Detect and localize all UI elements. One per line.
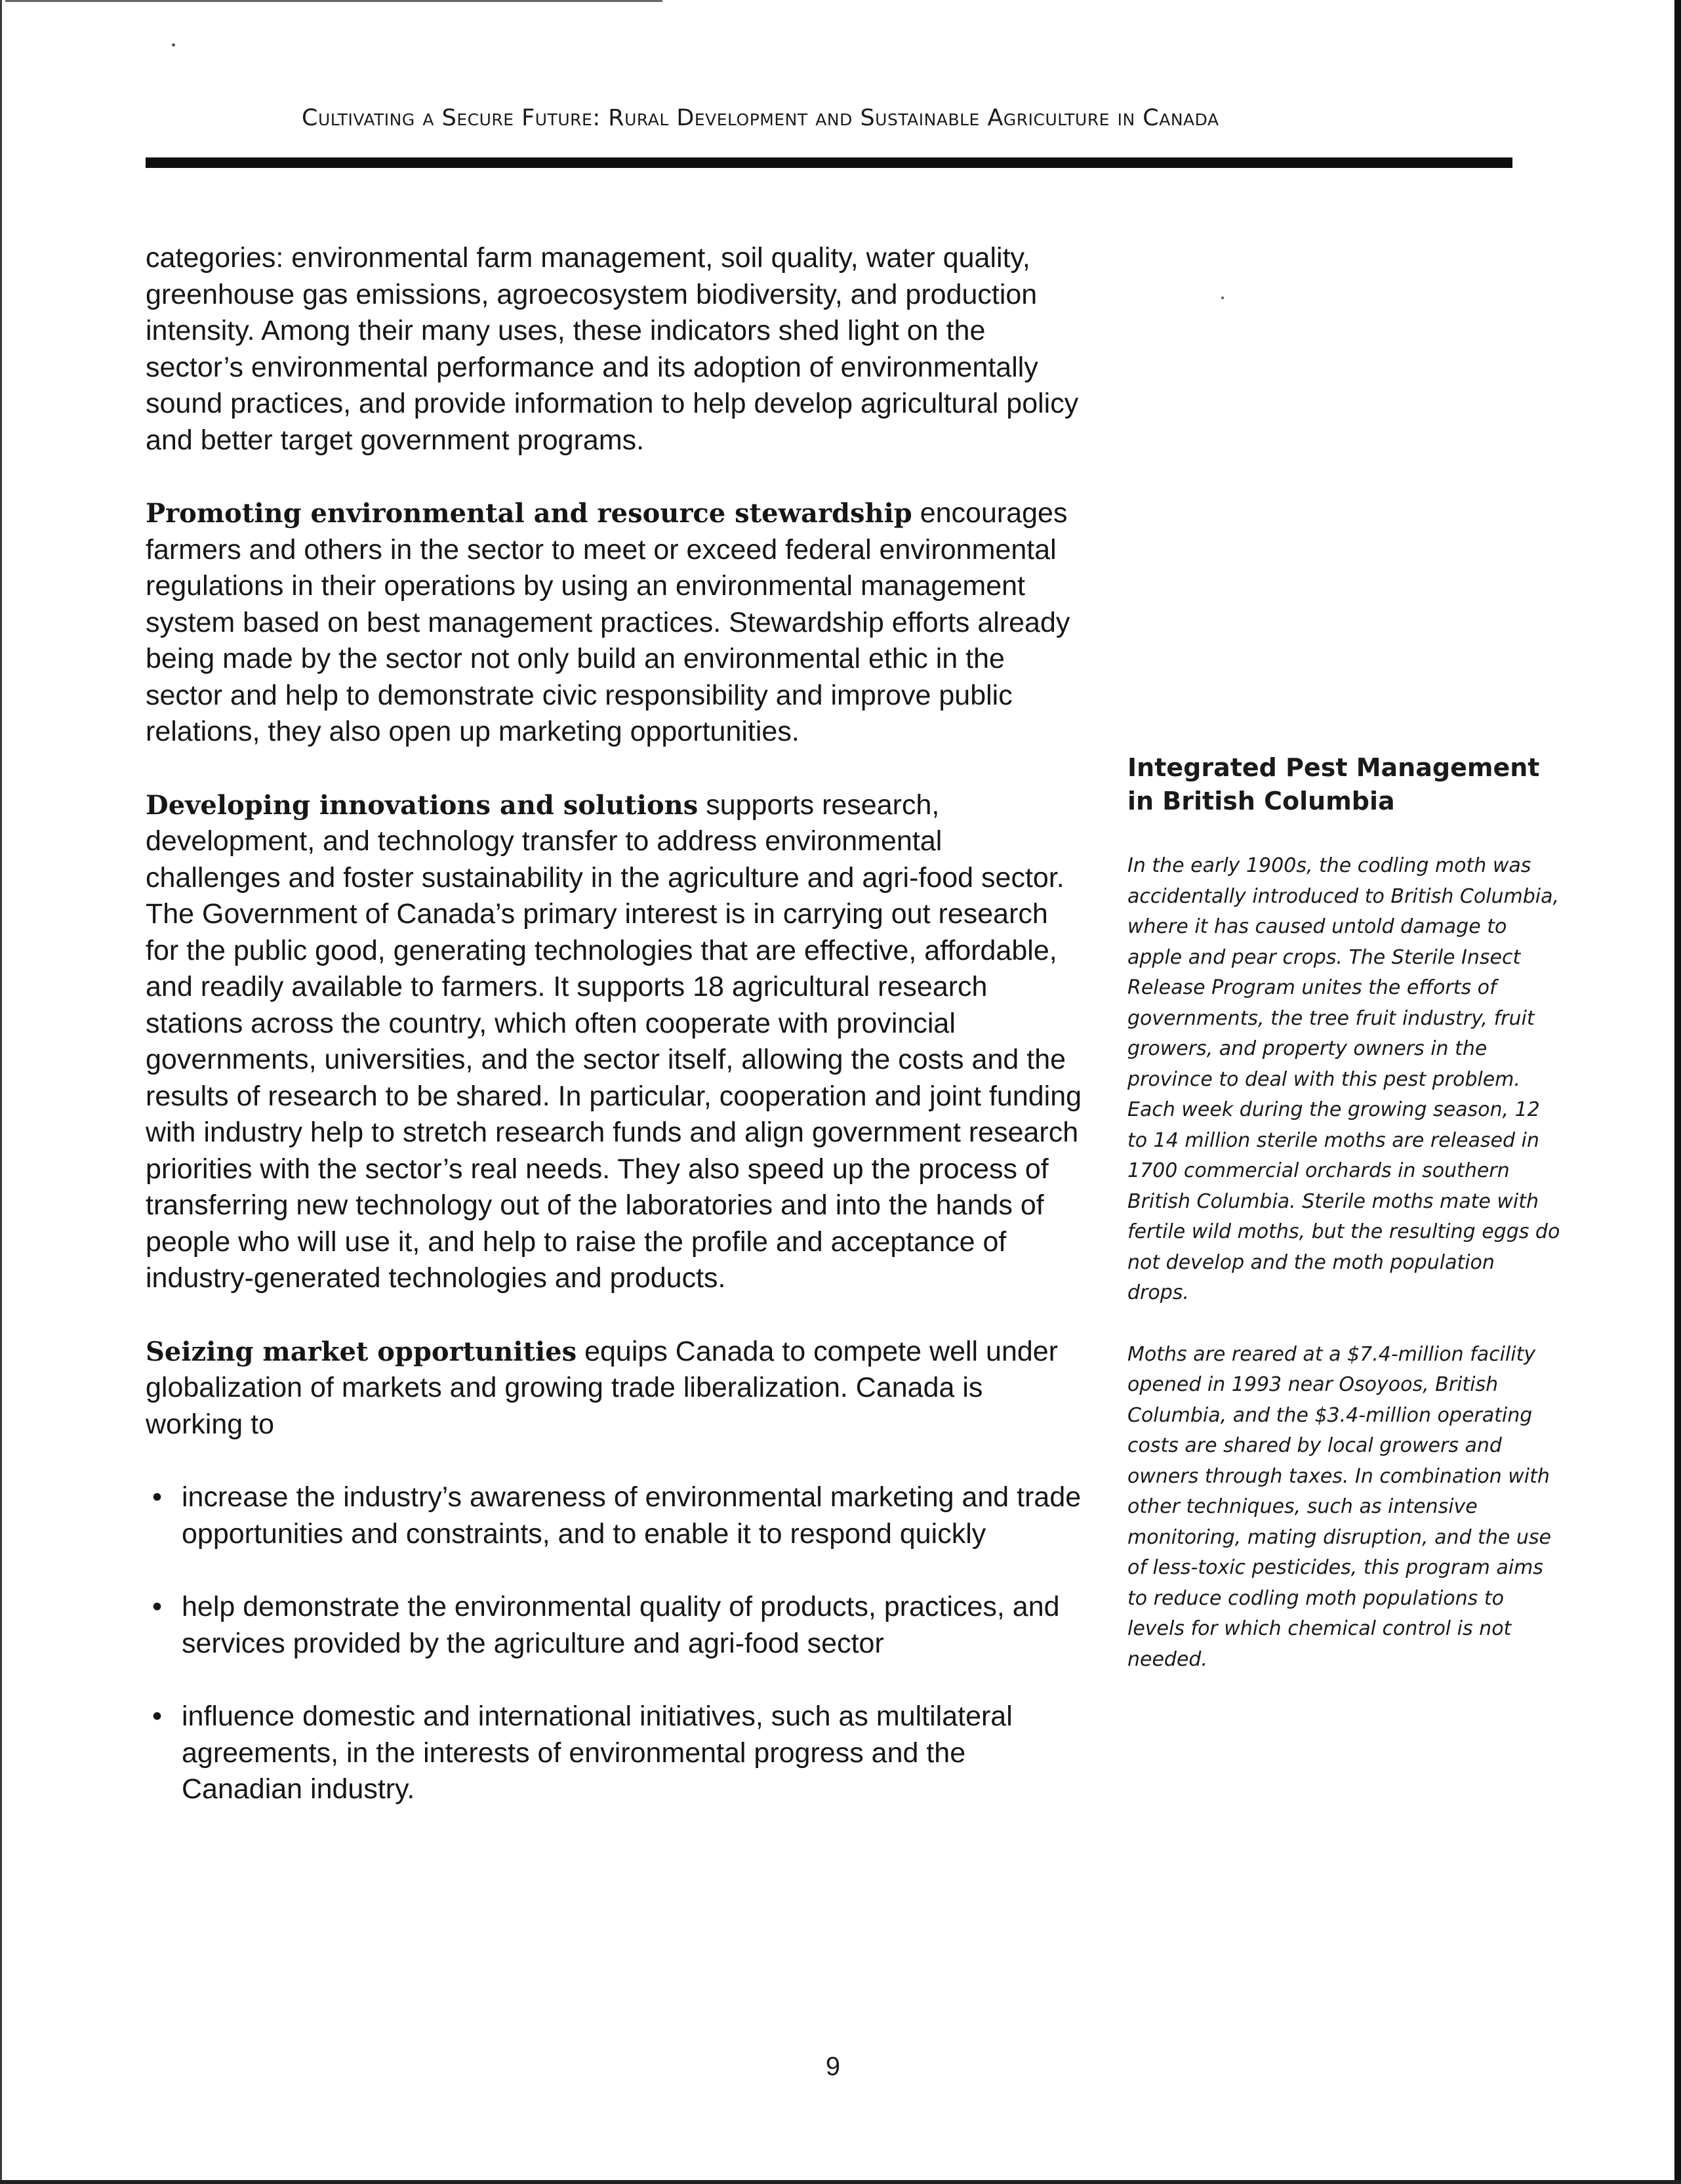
header-rule	[146, 157, 1512, 168]
scan-edge-bottom	[0, 2180, 1681, 2184]
scan-speck	[1221, 297, 1224, 299]
list-item	[146, 1479, 1084, 1552]
list-item-text: influence domestic and international initiatives, such as multilateral agreements, in the interests of environmental progress and the Canadian industry.	[182, 1700, 1013, 1805]
intro-paragraph: categories: environmental farm management, soil quality, water quality, greenhouse gas emissions, agroecosystem biodiversity, and production intensity. Among their many uses, these indicators shed light on the sector’s environmental performance and its adoption of environmentally sound practices, and provide information to help develop agricultural policy and better target government programs.	[146, 242, 1079, 456]
running-header: Cultivating a Secure Future: Rural Development and Sustainable Agriculture in Canada	[302, 105, 1219, 131]
sidebar-paragraph: Moths are reared at a $7.4-million facility opened in 1993 near Osoyoos, British Columbia, and the $3.4-million operating costs are shared by local growers and owners through taxes. In combination with other techniques, such as intensive monitoring, mating disruption, and the use of less-toxic pesticides, this program aims to reduce codling moth populations to levels for which chemical control is not needed.	[1127, 1342, 1551, 1671]
section-lead: Seizing market opportunities	[146, 1336, 577, 1367]
list-item	[146, 1589, 1084, 1662]
section-lead: Promoting environmental and resource stewardship	[146, 498, 912, 529]
section-text: encourages farmers and others in the sector to meet or exceed federal environmental regulations in their operations by using an environmental management system based on best management practices. Stewardship efforts already being made by the sector not only build an environmental ethic in the sector and help to demonstrate civic responsibility and improve public relations, they also open up marketing opportunities.	[146, 497, 1070, 747]
section-market	[146, 1334, 1084, 1443]
scan-speck	[172, 43, 175, 47]
main-column	[146, 240, 1084, 1845]
bullet-icon: •	[152, 1700, 163, 1732]
list-item-text: increase the industry’s awareness of environmental marketing and trade opportunities and constraints, and to enable it to respond quickly	[182, 1481, 1082, 1550]
list-item-text: help demonstrate the environmental quality of products, practices, and services provided by the agriculture and agri-food sector	[182, 1591, 1060, 1659]
bullet-icon: •	[152, 1481, 163, 1513]
sidebar-paragraph: In the early 1900s, the codling moth was accidentally introduced to British Columbia, where it has caused untold damage to apple and pear crops. The Sterile Insect Release Program unites the efforts of governments, the tree fruit industry, fruit growers, and property owners in the province to deal with this pest problem. Each week during the growing season, 12 to 14 million sterile moths are released in 1700 commercial orchards in southern British Columbia. Sterile moths mate with fertile wild moths, but the resulting eggs do not develop and the moth population drops.	[1127, 854, 1560, 1304]
section-text: equips Canada to compete well under globalization of markets and growing trade liberalization. Canada is working to	[146, 1335, 1059, 1440]
bullet-list	[146, 1479, 1084, 1808]
sidebar-title: Integrated Pest Management in British Columbia	[1127, 753, 1540, 815]
scan-edge-right	[1674, 0, 1681, 2184]
section-stewardship	[146, 495, 1084, 751]
section-text: supports research, development, and technology transfer to address environmental challenges and foster sustainability in the agriculture and agri-food sector. The Government of Canada’s primary interest is in carrying out research for the public good, generating technologies that are effective, affordable, and readily available to farmers. It supports 18 agricultural research stations across the country, which often cooperate with provincial governments, universities, and the sector itself, allowing the costs and the results of research to be shared. In particular, cooperation and joint funding with industry help to stretch research funds and align government research priorities with the sector’s real needs. They also speed up the process of transferring new technology out of the laboratories and into the hands of people who will use it, and help to raise the profile and acceptance of industry-generated technologies and products.	[146, 789, 1082, 1294]
page-number: 9	[825, 2052, 841, 2081]
scan-edge-left	[0, 0, 5, 2184]
bullet-icon: •	[152, 1591, 163, 1622]
list-item	[146, 1699, 1084, 1808]
section-innovations	[146, 787, 1084, 1297]
sidebar-box	[1127, 751, 1560, 1706]
section-lead: Developing innovations and solutions	[146, 789, 699, 821]
scan-edge-top	[0, 0, 662, 2]
